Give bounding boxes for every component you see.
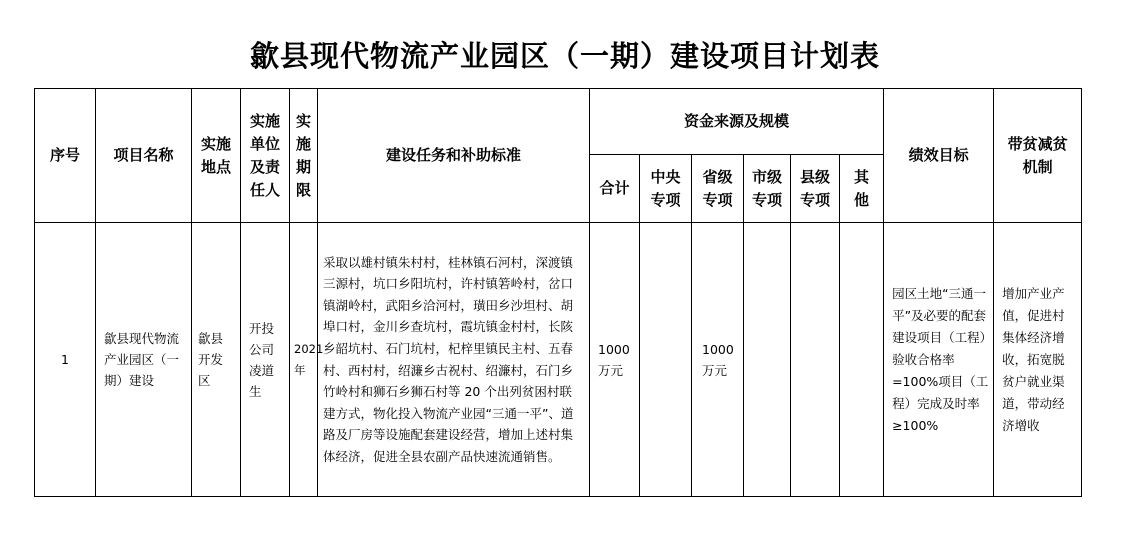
cell-project-name: 歙县现代物流产业园区（一期）建设 xyxy=(96,223,192,497)
header-funding-total: 合计 xyxy=(590,155,640,223)
cell-funding-county xyxy=(791,223,840,497)
header-seq: 序号 xyxy=(35,89,96,223)
header-task: 建设任务和补助标准 xyxy=(318,89,590,223)
header-location: 实施地点 xyxy=(192,89,241,223)
cell-period: 2021年 xyxy=(290,223,318,497)
cell-performance: 园区土地“三通一平”及必要的配套建设项目（工程）验收合格率=100%项目（工程）完成及时率≥100% xyxy=(884,223,994,497)
project-plan-table xyxy=(34,88,1082,497)
cell-poverty: 增加产业产值，促进村集体经济增收，拓宽脱贫户就业渠道，带动经济增收 xyxy=(994,223,1082,497)
cell-funding-municipal xyxy=(744,223,791,497)
header-funding-municipal: 市级专项 xyxy=(744,155,791,223)
cell-funding-provincial: 1000万元 xyxy=(692,223,744,497)
table-row xyxy=(35,223,1082,497)
cell-seq: 1 xyxy=(35,223,96,497)
header-funding: 资金来源及规模 xyxy=(590,89,884,155)
header-unit: 实施单位及责任人 xyxy=(241,89,290,223)
header-performance: 绩效目标 xyxy=(884,89,994,223)
cell-unit: 开投公司凌道生 xyxy=(241,223,290,497)
cell-location: 歙县开发区 xyxy=(192,223,241,497)
header-project-name: 项目名称 xyxy=(96,89,192,223)
cell-funding-total: 1000万元 xyxy=(590,223,640,497)
header-poverty: 带贫减贫机制 xyxy=(994,89,1082,223)
page-title: 歙县现代物流产业园区（一期）建设项目计划表 xyxy=(249,39,880,73)
header-period: 实施期限 xyxy=(290,89,318,223)
header-funding-county: 县级专项 xyxy=(791,155,840,223)
cell-funding-central xyxy=(640,223,692,497)
header-row xyxy=(35,89,1082,155)
header-funding-central: 中央专项 xyxy=(640,155,692,223)
cell-funding-other xyxy=(840,223,884,497)
header-funding-other: 其他 xyxy=(840,155,884,223)
cell-task: 采取以雄村镇朱村村，桂林镇石河村，深渡镇三源村，坑口乡阳坑村，许村镇箬岭村，岔口镇湖岭村，武阳乡洽河村，璜田乡沙坦村、胡埠口村，金川乡查坑村，霞坑镇金村村，长陔乡韶坑村、石门坑村，杞梓里镇民主村、五春村、西村村，绍濂乡古祝村、绍濂村，石门乡竹岭村和狮石乡狮石村等 20 个出列贫困村联建方式，物化投入物流产业园“三通一平”、道路及厂房等设施配套建设经营，增加上述村集体经济，促进全县农副产品快速流通销售。 xyxy=(318,223,590,497)
header-funding-provincial: 省级专项 xyxy=(692,155,744,223)
